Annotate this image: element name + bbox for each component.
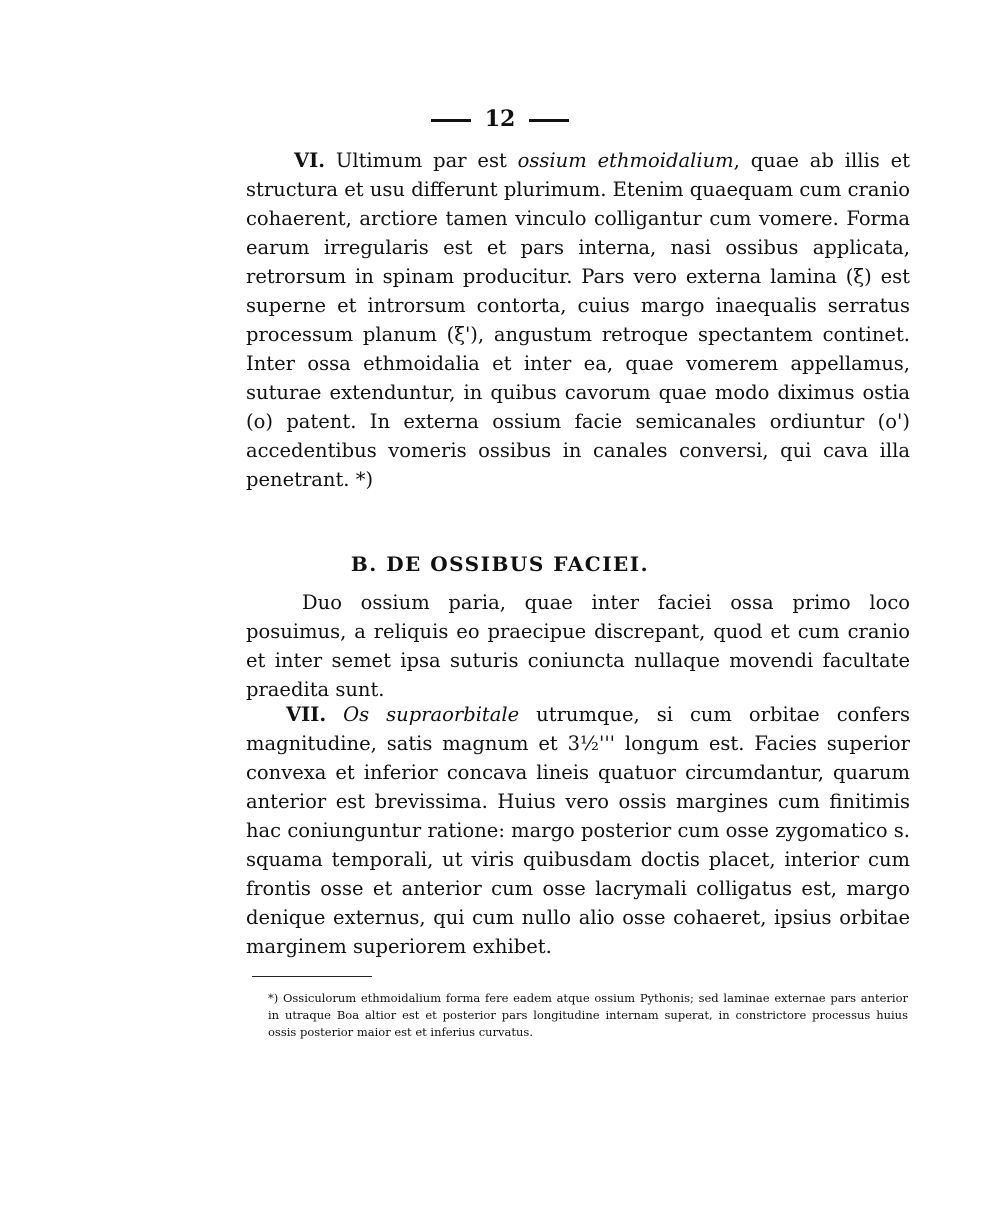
paragraph-vii [246, 700, 910, 961]
paragraph-vi-term: ossium ethmoidalium [517, 149, 734, 172]
paragraph-vi-label: VI. [294, 149, 326, 172]
header-dash-left [431, 119, 471, 122]
paragraph-vii-text: utrumque, si cum orbitae confers magnitudine, satis magnum et 3½''' longum est. Facies superior convexa et inferior concava lineis quatuor circumdantur, quarum anterior est brevissima. Huius vero ossis margines cum finitimis hac coniunguntur ratione: margo posterior cum osse zygomatico s. squama temporali, ut viris quibusdam doctis placet, interior cum frontis osse et anterior cum osse lacrymali colligatus est, margo denique externus, qui cum nullo alio osse cohaeret, ipsius orbitae marginem superiorem exhibet. [246, 703, 911, 958]
paragraph-vii-label: VII. [286, 703, 327, 726]
page-header [0, 108, 1000, 130]
paragraph-vi-text-b: , quae ab illis et structura et usu differunt plurimum. Etenim quaequam cum cranio cohaerent, arctiore tamen vinculo colligantur cum vomere. Forma earum irregularis est et pars interna, nasi ossibus applicata, retrorsum in spinam producitur. Pars vero externa lamina (ξ) est superne et introrsum contorta, cuius margo inaequalis serratus processum planum (ξ'), angustum retroque spectantem continet. Inter ossa ethmoidalia et inter ea, quae vomerem appellamus, suturae extenduntur, in quibus cavorum quae modo diximus ostia (o) patent. In externa ossium facie semicanales ordiuntur (o') accedentibus vomeris ossibus in canales conversi, qui cava illa penetrant. *) [246, 149, 910, 491]
footnote-rule [252, 976, 372, 977]
section-title: B. DE OSSIBUS FACIEI. [350, 552, 650, 576]
paragraph-vi [246, 146, 910, 494]
paragraph-vii-term: Os supraorbitale [343, 703, 520, 726]
paragraph-vi-text-a: Ultimum par est [325, 149, 518, 172]
page-number: 12 [484, 106, 516, 132]
header-dash-right [529, 119, 569, 122]
paragraph-intro-facies: Duo ossium paria, quae inter faciei ossa primo loco posuimus, a reliquis eo praecipue discrepant, quod et cum cranio et inter semet ipsa suturis coniuncta nullaque movendi facultate praedita sunt. [246, 591, 910, 701]
footnote: *) Ossiculorum ethmoidalium forma fere eadem atque ossium Pythonis; sed laminae externae pars anterior in utraque Boa altior est et posterior pars longitudine internam superat, in constrictore processus huius ossis posterior maior est et inferius curvatus. [268, 991, 908, 1039]
